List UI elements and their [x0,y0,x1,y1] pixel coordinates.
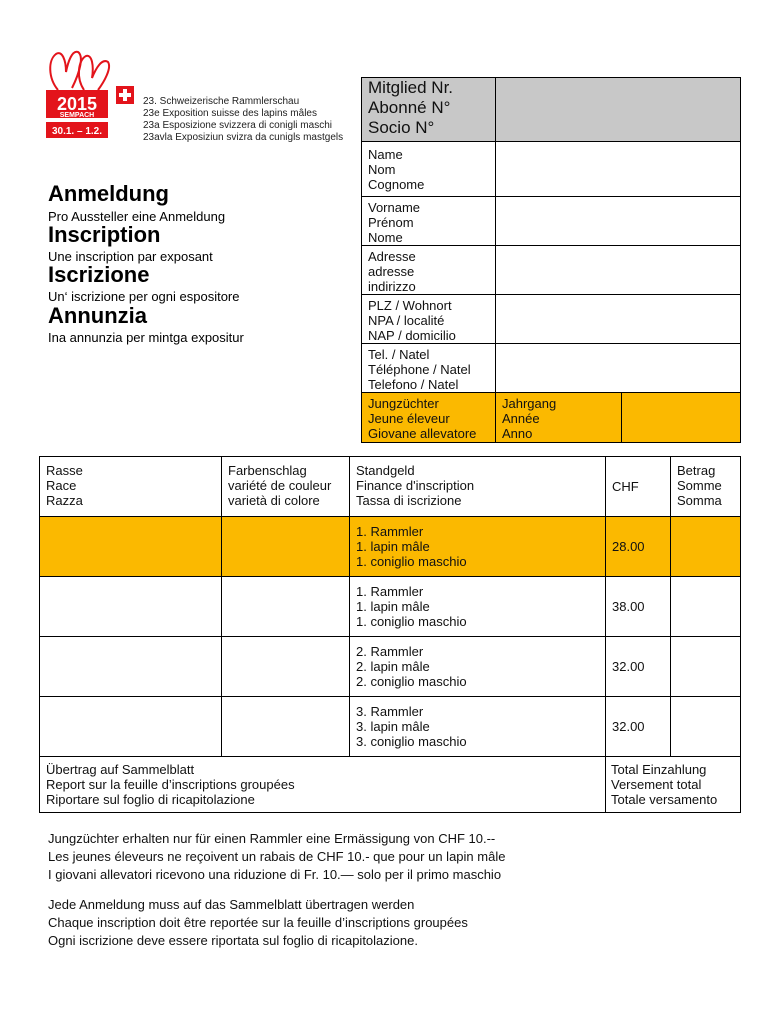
amount-field[interactable] [671,517,741,577]
breed-header: Rasse Race Razza [40,457,222,517]
address-label: Adresse adresse indirizzo [362,246,496,295]
table-row [40,517,741,577]
fee-label: 1. Rammler 1. lapin mâle 1. coniglio maschio [350,517,606,577]
birth-year-label: Jahrgang Année Anno [496,393,622,443]
birth-year-field[interactable] [622,393,741,443]
fee-label: 2. Rammler 2. lapin mâle 2. coniglio maschio [350,637,606,697]
transfer-label: Übertrag auf Sammelblatt Report sur la feuille d’inscriptions groupées Riportare sul foglio di ricapitolazione [40,757,606,813]
amount-field[interactable] [671,577,741,637]
phone-label: Tel. / Natel Téléphone / Natel Telefono / Natel [362,344,496,393]
color-field[interactable] [222,697,350,757]
fee-price: 32.00 [606,637,671,697]
fee-price: 32.00 [606,697,671,757]
table-row [40,577,741,637]
color-field[interactable] [222,637,350,697]
junior-discount-note: Jungzüchter erhalten nur für einen Rammler eine Ermässigung von CHF 10.-- Les jeunes éleveurs ne reçoivent un rabais de CHF 10.- que pour un lapin mâle I giovani allevatori ricevono una riduzione di Fr. 10.— solo per il primo maschio [48,831,506,882]
first-name-label: Vorname Prénom Nome [362,197,496,246]
fee-label: 3. Rammler 3. lapin mâle 3. coniglio maschio [350,697,606,757]
member-number-field[interactable] [496,78,741,142]
breed-field[interactable] [40,577,222,637]
svg-text:SEMPACH: SEMPACH [59,112,95,119]
svg-text:30.1. – 1.2.: 30.1. – 1.2. [51,126,103,137]
fee-header: Standgeld Finance d'inscription Tassa di iscrizione [350,457,606,517]
heading-anmeldung: Anmeldung [48,181,169,206]
heading-inscription: Inscription [48,222,161,247]
currency-header: CHF [606,457,671,517]
fee-price: 28.00 [606,517,671,577]
amount-field[interactable] [671,697,741,757]
transfer-note: Jede Anmeldung muss auf das Sammelblatt übertragen werden Chaque inscription doit être reportée sur la feuille d’inscriptions groupées Ogni iscrizione deve essere riportata sul foglio di ricapitolazione. [48,897,468,948]
subheading-anmeldung: Pro Aussteller eine Anmeldung [48,209,226,224]
name-label: Name Nom Cognome [362,142,496,197]
fee-label: 1. Rammler 1. lapin mâle 1. coniglio maschio [350,577,606,637]
address-field[interactable] [496,246,741,295]
table-row [40,697,741,757]
postcode-city-label: PLZ / Wohnort NPA / localité NAP / domicilio [362,295,496,344]
junior-breeder-label: Jungzüchter Jeune éleveur Giovane allevatore [362,393,496,443]
logo-line: 23avla Exposiziun svizra da cunigls mastgels [143,132,344,143]
logo-line: 23a Esposizione svizzera di conigli maschi [143,120,332,131]
subheading-annunzia: Ina annunzia per mintga expositur [48,330,244,345]
color-field[interactable] [222,517,350,577]
subheading-iscrizione: Un‘ iscrizione per ogni espositore [48,289,240,304]
color-header: Farbenschlag variété de couleur varietà di colore [222,457,350,517]
logo-line: 23e Exposition suisse des lapins mâles [143,108,317,119]
amount-header: Betrag Somme Somma [671,457,741,517]
breed-field[interactable] [40,637,222,697]
amount-field[interactable] [671,637,741,697]
logo-caption [143,96,343,144]
phone-field[interactable] [496,344,741,393]
breed-field[interactable] [40,697,222,757]
fee-price: 38.00 [606,577,671,637]
subheading-inscription: Une inscription par exposant [48,249,213,264]
first-name-field[interactable] [496,197,741,246]
member-number-label: Mitglied Nr. Abonné N° Socio N° [362,78,496,142]
heading-iscrizione: Iscrizione [48,262,150,287]
entries-table [39,456,741,813]
color-field[interactable] [222,577,350,637]
heading-annunzia: Annunzia [48,303,147,328]
member-info-table [361,77,741,443]
name-field[interactable] [496,142,741,197]
breed-field[interactable] [40,517,222,577]
total-payment-label: Total Einzahlung Versement total Totale versamento [606,757,741,813]
logo-line: 23. Schweizerische Rammlerschau [143,96,300,107]
postcode-city-field[interactable] [496,295,741,344]
sempach-rammlerschau-logo [44,48,136,144]
totals-row [40,757,741,813]
svg-text:2015: 2015 [56,94,98,114]
table-row [40,637,741,697]
